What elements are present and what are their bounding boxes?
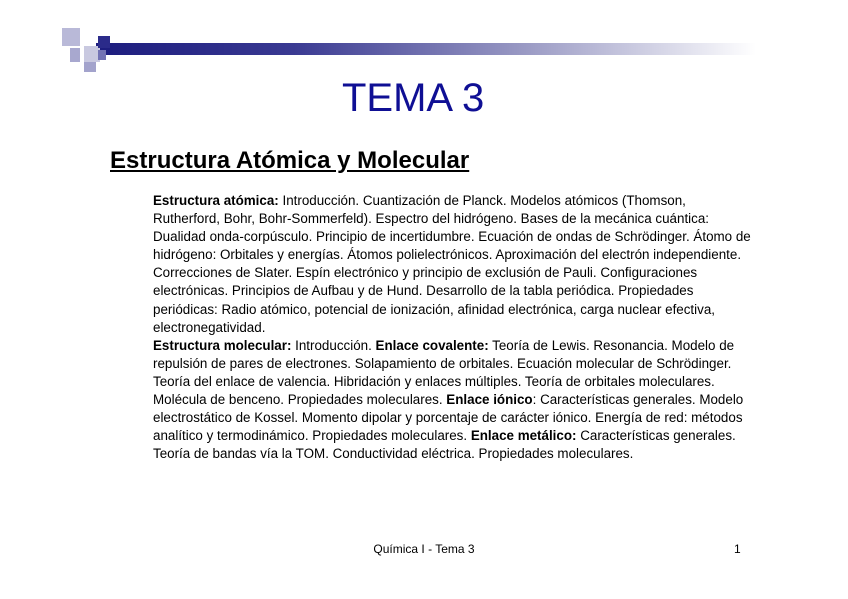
paragraph-atomic-structure bbox=[153, 192, 753, 337]
bold-heading-run: Estructura atómica: bbox=[153, 193, 279, 208]
slide-subtitle: Estructura Atómica y Molecular bbox=[110, 147, 470, 174]
bold-heading-run: Enlace iónico bbox=[446, 392, 533, 408]
decor-square bbox=[62, 28, 80, 46]
paragraph-molecular-structure bbox=[153, 337, 753, 464]
bold-heading-run: Enlace metálico: bbox=[470, 428, 577, 444]
footer-text: Química I - Tema 3 bbox=[373, 542, 475, 556]
decor-square bbox=[84, 62, 96, 72]
text-run: : Características generales. Modelo electrostático de Kossel. Momento dipolar y porcentaje de carácter iónico. Energía de red: métodos analítico y termodinámico. Propiedades moleculares. bbox=[153, 392, 744, 444]
text-run: Características generales. Teoría de bandas vía la TOM. Conductividad eléctrica. Propiedades moleculares. bbox=[153, 428, 736, 462]
header-gradient-bar bbox=[96, 43, 756, 55]
decor-square bbox=[98, 36, 110, 48]
decor-square bbox=[70, 48, 80, 62]
decor-square bbox=[98, 50, 106, 60]
bold-heading-run: Estructura molecular: bbox=[153, 337, 292, 353]
footer bbox=[0, 541, 848, 557]
slide-title-area bbox=[0, 74, 848, 124]
slide-body bbox=[153, 192, 753, 463]
page-number: 1 bbox=[734, 542, 741, 556]
decorative-squares-logo bbox=[62, 28, 118, 74]
text-run: Introducción. Cuantización de Planck. Modelos atómicos (Thomson, Rutherford, Bohr, Bohr-Sommerfeld). Espectro del hidrógeno. Bases de la mecánica cuántica: Dualidad onda-corpúsculo. Principio de incertidumbre. Ecuación de ondas de Schrödinger. Átomo de hidrógeno: Orbitales y energías. Átomos polielectrónicos. Aproximación del electrón independiente. Correcciones de Slater. Espín electrónico y principio de exclusión de Pauli. Configuraciones electrónicas. Principios de Aufbau y de Hund. Desarrollo de la tabla periódica. Propiedades periódicas: Radio atómico, potencial de ionización, afinidad electrónica, carga nuclear efectiva, electronegatividad. bbox=[153, 193, 751, 335]
text-run: Introducción. bbox=[291, 337, 376, 353]
slide-title: TEMA 3 bbox=[342, 76, 485, 120]
text-run: Teoría de Lewis. Resonancia. Modelo de repulsión de pares de electrones. Solapamiento de orbitales. Ecuación molecular de Schrödinger. Teoría del enlace de valencia. Hibridación y enlaces múltiples. Teoría de orbitales moleculares. Molécula de benceno. Propiedades moleculares. bbox=[153, 337, 735, 408]
bold-heading-run: Enlace covalente: bbox=[375, 337, 489, 353]
